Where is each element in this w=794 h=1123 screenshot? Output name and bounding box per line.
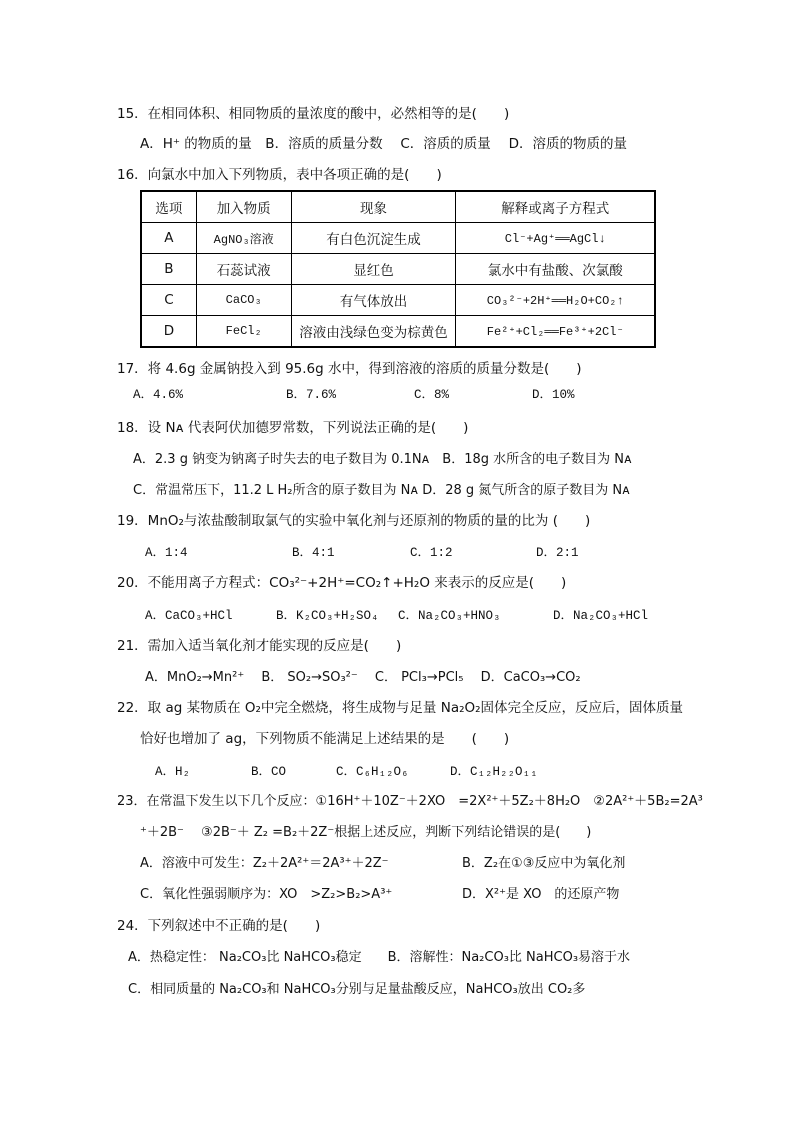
q22-option-c: C．C₆H₁₂O₆ (336, 765, 409, 779)
table-cell: 溶液由浅绿色变为棕黄色 (291, 316, 456, 348)
q17-option-c: C．8% (414, 388, 450, 402)
table-row (141, 254, 655, 285)
table-cell: B (141, 254, 196, 285)
q17-option-b: B．7.6% (286, 388, 337, 402)
q17-stem: 17．将 4.6g 金属钠投入到 95.6g 水中，得到溶液的溶质的质量分数是( ) (117, 361, 582, 377)
q23-option-c: C．氧化性强弱顺序为：XO >Z₂>B₂>A³⁺ (140, 887, 393, 902)
q23-stem-line2: ⁺＋2B⁻ ③2B⁻＋ Z₂ =B₂＋2Z⁻根据上述反应，判断下列结论错误的是( ) (140, 825, 592, 840)
q22-stem-line1: 22．取 ag 某物质在 O₂中完全燃烧，将生成物与足量 Na₂O₂固体完全反应，反应后，固体质量 (117, 700, 684, 716)
table-header: 现象 (291, 191, 456, 223)
table-cell: FeCl₂ (196, 316, 291, 348)
table-cell: D (141, 316, 196, 348)
table-cell: C (141, 285, 196, 316)
q19-option-b: B．4:1 (292, 546, 335, 560)
q18-options-line2: C．常温常压下，11.2 L H₂所含的原子数目为 Nᴀ D．28 g 氮气所含的原子数目为 Nᴀ (133, 483, 630, 498)
q24-stem: 24．下列叙述中不正确的是( ) (117, 918, 321, 934)
table-cell: CaCO₃ (196, 285, 291, 316)
table-cell: 显红色 (291, 254, 456, 285)
table-cell: 有气体放出 (291, 285, 456, 316)
q22-stem-line2: 恰好也增加了 ag，下列物质不能满足上述结果的是 ( ) (140, 731, 510, 747)
q20-stem: 20．不能用离子方程式：CO₃²⁻+2H⁺=CO₂↑+H₂O 来表示的反应是( ) (117, 575, 567, 591)
q19-option-d: D．2:1 (536, 546, 579, 560)
table-cell: Fe²⁺+Cl₂══Fe³⁺+2Cl⁻ (456, 316, 655, 348)
table-row (141, 285, 655, 316)
table-header: 选项 (141, 191, 196, 223)
table-header: 加入物质 (196, 191, 291, 223)
q24-options-line1: A．热稳定性： Na₂CO₃比 NaHCO₃稳定 B．溶解性：Na₂CO₃比 NaHCO₃易溶于水 (128, 950, 631, 965)
table-header: 解释或离子方程式 (456, 191, 655, 223)
q15-stem: 15．在相同体积、相同物质的量浓度的酸中，必然相等的是( ) (117, 106, 510, 122)
q23-stem-line1: 23．在常温下发生以下几个反应：①16H⁺＋10Z⁻＋2XO =2X²⁺＋5Z₂＋8H₂O ②2A²⁺＋5B₂=2A³ (117, 794, 703, 809)
q16-table (140, 190, 656, 348)
q20-option-a: A．CaCO₃+HCl (145, 609, 233, 623)
q15-options: A．H⁺ 的物质的量 B．溶质的质量分数 C．溶质的质量 D．溶质的物质的量 (140, 136, 627, 152)
table-cell: 氯水中有盐酸、次氯酸 (456, 254, 655, 285)
table-cell: Cl⁻+Ag⁺══AgCl↓ (456, 223, 655, 254)
q22-option-a: A．H₂ (155, 765, 191, 779)
table-cell: 有白色沉淀生成 (291, 223, 456, 254)
q22-option-b: B．CO (251, 765, 287, 779)
q17-option-a: A．4.6% (133, 388, 184, 402)
q20-option-c: C．Na₂CO₃+HNO₃ (398, 609, 501, 623)
q19-option-a: A．1:4 (145, 546, 188, 560)
q23-option-d: D．X²⁺是 XO 的还原产物 (462, 887, 620, 902)
q18-options-line1: A．2.3 g 钠变为钠离子时失去的电子数目为 0.1Nᴀ B．18g 水所含的电子数目为 Nᴀ (133, 452, 632, 467)
q23-option-b: B．Z₂在①③反应中为氧化剂 (462, 856, 626, 871)
table-cell: CO₃²⁻+2H⁺══H₂O+CO₂↑ (456, 285, 655, 316)
table-cell: A (141, 223, 196, 254)
q20-option-b: B．K₂CO₃+H₂SO₄ (276, 609, 379, 623)
q22-option-d: D．C₁₂H₂₂O₁₁ (450, 765, 538, 779)
q16-stem: 16．向氯水中加入下列物质，表中各项正确的是( ) (117, 167, 442, 183)
q21-stem: 21．需加入适当氧化剂才能实现的反应是( ) (117, 638, 402, 654)
q17-option-d: D．10% (532, 388, 575, 402)
q19-stem: 19．MnO₂与浓盐酸制取氯气的实验中氧化剂与还原剂的物质的量的比为 ( ) (117, 513, 591, 529)
table-header-row (141, 191, 655, 223)
table-row (141, 316, 655, 348)
q18-stem: 18．设 Nᴀ 代表阿伏加德罗常数，下列说法正确的是( ) (117, 420, 469, 436)
q23-option-a: A．溶液中可发生：Z₂＋2A²⁺＝2A³⁺＋2Z⁻ (140, 856, 389, 871)
q19-option-c: C．1:2 (410, 546, 453, 560)
q21-options: A．MnO₂→Mn²⁺ B． SO₂→SO₃²⁻ C． PCl₃→PCl₅ D．CaCO₃→CO₂ (145, 670, 581, 685)
table-row (141, 223, 655, 254)
q20-option-d: D．Na₂CO₃+HCl (553, 609, 649, 623)
table-cell: 石蕊试液 (196, 254, 291, 285)
q24-options-line2: C．相同质量的 Na₂CO₃和 NaHCO₃分别与足量盐酸反应，NaHCO₃放出 CO₂多 (128, 982, 586, 997)
table-cell: AgNO₃溶液 (196, 223, 291, 254)
